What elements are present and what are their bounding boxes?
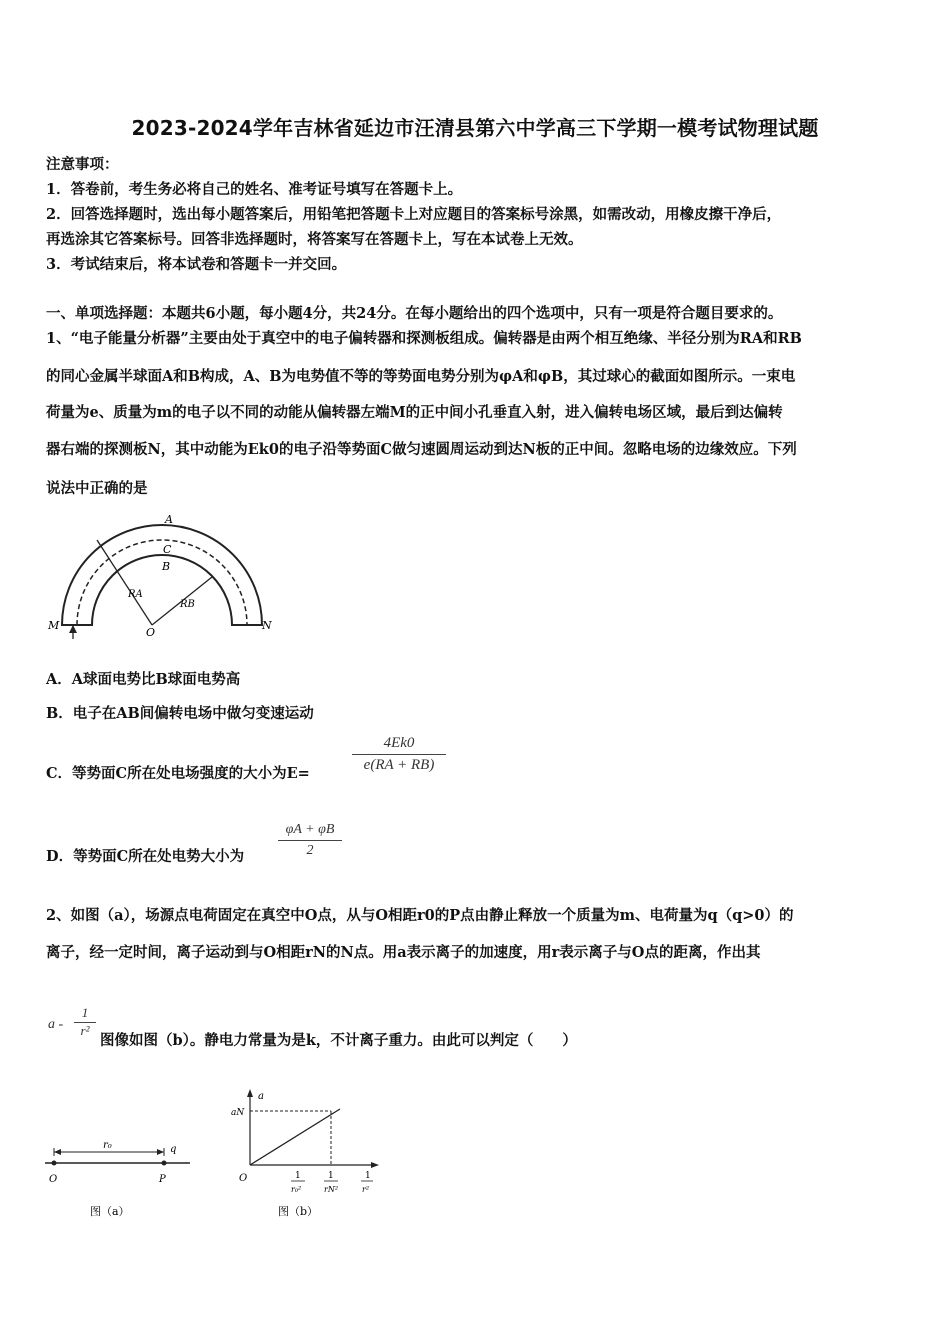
tick-1-den: r₀² — [291, 1185, 302, 1194]
question-1-line: 器右端的探测板N，其中动能为Ek0的电子沿等势面C做匀速圆周运动到达N板的正中间。忽略电场的边缘效应。下列 — [46, 441, 797, 458]
label-B: B — [162, 560, 171, 573]
tick-2-den: rN² — [324, 1185, 339, 1194]
question-1-line: 说法中正确的是 — [46, 480, 148, 497]
figure-a-caption: 图（a） — [90, 1205, 130, 1218]
notice-line: 2．回答选择题时，选出每小题答案后，用铅笔把答题卡上对应题目的答案标号涂黑，如需改动，用橡皮擦干净后， — [46, 206, 782, 223]
tick-1-num: 1 — [295, 1171, 301, 1181]
option-A: A．A球面电势比B球面电势高 — [46, 671, 241, 688]
page-title: 2023-2024学年吉林省延边市汪清县第六中学高三下学期一模考试物理试题 — [131, 116, 819, 140]
question-1-line: 荷量为e、质量为m的电子以不同的动能从偏转器左端M的正中间小孔垂直入射，进入偏转电场区域，最后到达偏转 — [46, 404, 783, 421]
section-heading: 一、单项选择题：本题共6小题，每小题4分，共24分。在每小题给出的四个选项中，只有一项是符合题目要求的。 — [46, 305, 783, 322]
notice-line: 再选涂其它答案标号。回答非选择题时，将答案写在答题卡上，写在本试卷上无效。 — [46, 231, 583, 248]
label-C: C — [163, 543, 172, 556]
formula-d — [278, 822, 342, 859]
axis-fraction-numerator: 1 — [81, 1005, 89, 1020]
figure-b-caption: 图（b） — [278, 1205, 319, 1218]
label-r0: r₀ — [103, 1140, 112, 1151]
axis-fraction — [74, 1005, 96, 1039]
label-O: O — [239, 1173, 248, 1184]
question-2-line: 2、如图（a），场源点电荷固定在真空中O点，从与O相距r0的P点由静止释放一个质量为m、电荷量为q（q>0）的 — [46, 907, 794, 924]
label-O: O — [146, 626, 156, 639]
label-N: N — [262, 619, 272, 632]
formula-d-numerator: φA + φB — [285, 822, 335, 837]
figure-b — [225, 1085, 385, 1225]
tick-2-num: 1 — [328, 1171, 334, 1181]
question-2-line: 离子，经一定时间，离子运动到与O相距rN的N点。用a表示离子的加速度，用r表示离子与O点的距离，作出其 — [46, 944, 761, 961]
label-M: M — [48, 619, 60, 632]
notice-heading: 注意事项： — [46, 156, 119, 173]
notice-line: 1．答卷前，考生务必将自己的姓名、准考证号填写在答题卡上。 — [46, 181, 463, 198]
label-q: q — [170, 1144, 177, 1155]
deflector-figure — [40, 505, 280, 645]
label-A: A — [165, 513, 173, 526]
label-P: P — [159, 1174, 166, 1185]
label-a: a — [258, 1091, 264, 1102]
question-1-line: 1、“电子能量分析器”主要由处于真空中的电子偏转器和探测板组成。偏转器是由两个相互绝缘、半径分别为RA和RB — [46, 330, 802, 347]
formula-c-denominator: e(RA + RB) — [352, 754, 446, 774]
question-1-line: 的同心金属半球面A和B构成，A、B为电势值不等的等势面电势分别为φA和φB，其过球心的截面如图所示。一束电 — [46, 368, 796, 385]
label-RB: RB — [180, 599, 195, 610]
axis-prefix: a - — [48, 1017, 64, 1032]
question-2-line: 图像如图（b）。静电力常量为是k，不计离子重力。由此可以判定（ ） — [100, 1032, 577, 1049]
label-aN: aN — [231, 1108, 245, 1118]
notice-line: 3．考试结束后，将本试卷和答题卡一并交回。 — [46, 256, 347, 273]
formula-c-numerator: 4Ek0 — [383, 735, 415, 751]
tick-3-den: r² — [362, 1185, 370, 1194]
label-RA: RA — [128, 589, 143, 600]
figure-a — [40, 1135, 200, 1225]
option-D: D．等势面C所在处电势大小为 — [46, 848, 245, 865]
option-C: C．等势面C所在处电场强度的大小为E= — [46, 765, 310, 782]
label-O: O — [49, 1174, 58, 1185]
formula-c — [352, 735, 446, 774]
formula-d-denominator: 2 — [278, 840, 342, 859]
axis-fraction-denominator: r² — [74, 1022, 96, 1039]
option-B: B．电子在AB间偏转电场中做匀变速运动 — [46, 705, 314, 722]
tick-3-num: 1 — [365, 1171, 371, 1181]
